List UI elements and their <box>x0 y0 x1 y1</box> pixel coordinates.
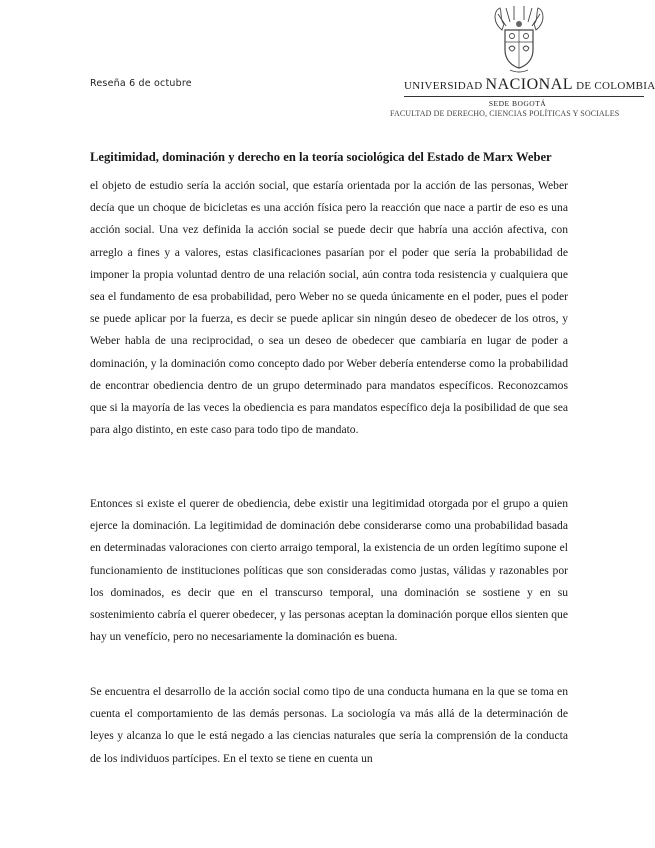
date-label: Reseña 6 de octubre <box>90 78 192 89</box>
university-logo <box>390 76 655 118</box>
sede-label: SEDE BOGOTÁ <box>488 99 547 108</box>
faculty-label: FACULTAD DE DERECHO, CIENCIAS POLÍTICAS Y SOCIALES <box>390 109 620 118</box>
paragraph-1: el objeto de estudio sería la acción social, que estaría orientada por la acción de las personas, Weber decía que un choque de bicicletas es una acción física pero la reacción que nace a partir de eso es una acción social. Una vez definida la acción social se puede decir que habría una acción afectiva, con arreglo a fines y a valores, estas clasificaciones pasarían por el poder que sería la probabilidad de imponer la propia voluntad dentro de una relación social, aún contra toda resistencia y cualquiera que sea el fundamento de esa probabilidad, pero Weber no se queda únicamente en el poder, pues el poder se puede aplicar por la fuerza, es decir se puede aplicar sin ningún deseo de obedecer de los otros, y Weber habla de una reciprocidad, o sea un deseo de obedecer que cambiaría en lugar de poder a dominación, y la dominación como concepto dado por Weber debería entenderse como la probabilidad de encontrar obediencia dentro de un grupo determinado para mandatos específicos. Reconozcamos que si la mayoría de las veces la obediencia es para mandatos específico deja la posibilidad de que sea para algo distinto, en este caso para todo tipo de mandato. <box>90 179 568 437</box>
document-title: Legitimidad, dominación y derecho en la teoría sociológica del Estado de Marx Weber <box>90 150 552 164</box>
paragraph-3: Se encuentra el desarrollo de la acción social como tipo de una conducta humana en la que se toma en cuenta el comportamiento de las demás personas. La sociología va más allá de la determinación de leyes y alcanza lo que le está negado a las ciencias naturales que sería la comprensión de la conducta de los individuos partícipes. En el texto se tiene en cuenta un <box>90 685 568 765</box>
paragraph-2: Entonces si existe el querer de obediencia, debe existir una legitimidad otorgada por el grupo a quien ejerce la dominación. La legitimidad de dominación debe considerarse como una probabilidad basada en determinadas valoraciones con cierto arraigo temporal, la existencia de un orden legítimo supone el funcionamiento de instituciones políticas que son consideradas como justas, válidas y razonables por los dominados, es decir que en el transcurso temporal, una dominación se sostiene y en su sostenimiento cabría el querer obedecer, y las personas aceptan la dominación porque ellos sienten que hay un venefício, pero no necesariamente la dominación es buena. <box>90 497 568 644</box>
university-name: UNIVERSIDAD NACIONAL DE COLOMBIA <box>404 76 655 93</box>
logo-divider <box>404 96 644 97</box>
university-seal-icon <box>488 4 550 74</box>
